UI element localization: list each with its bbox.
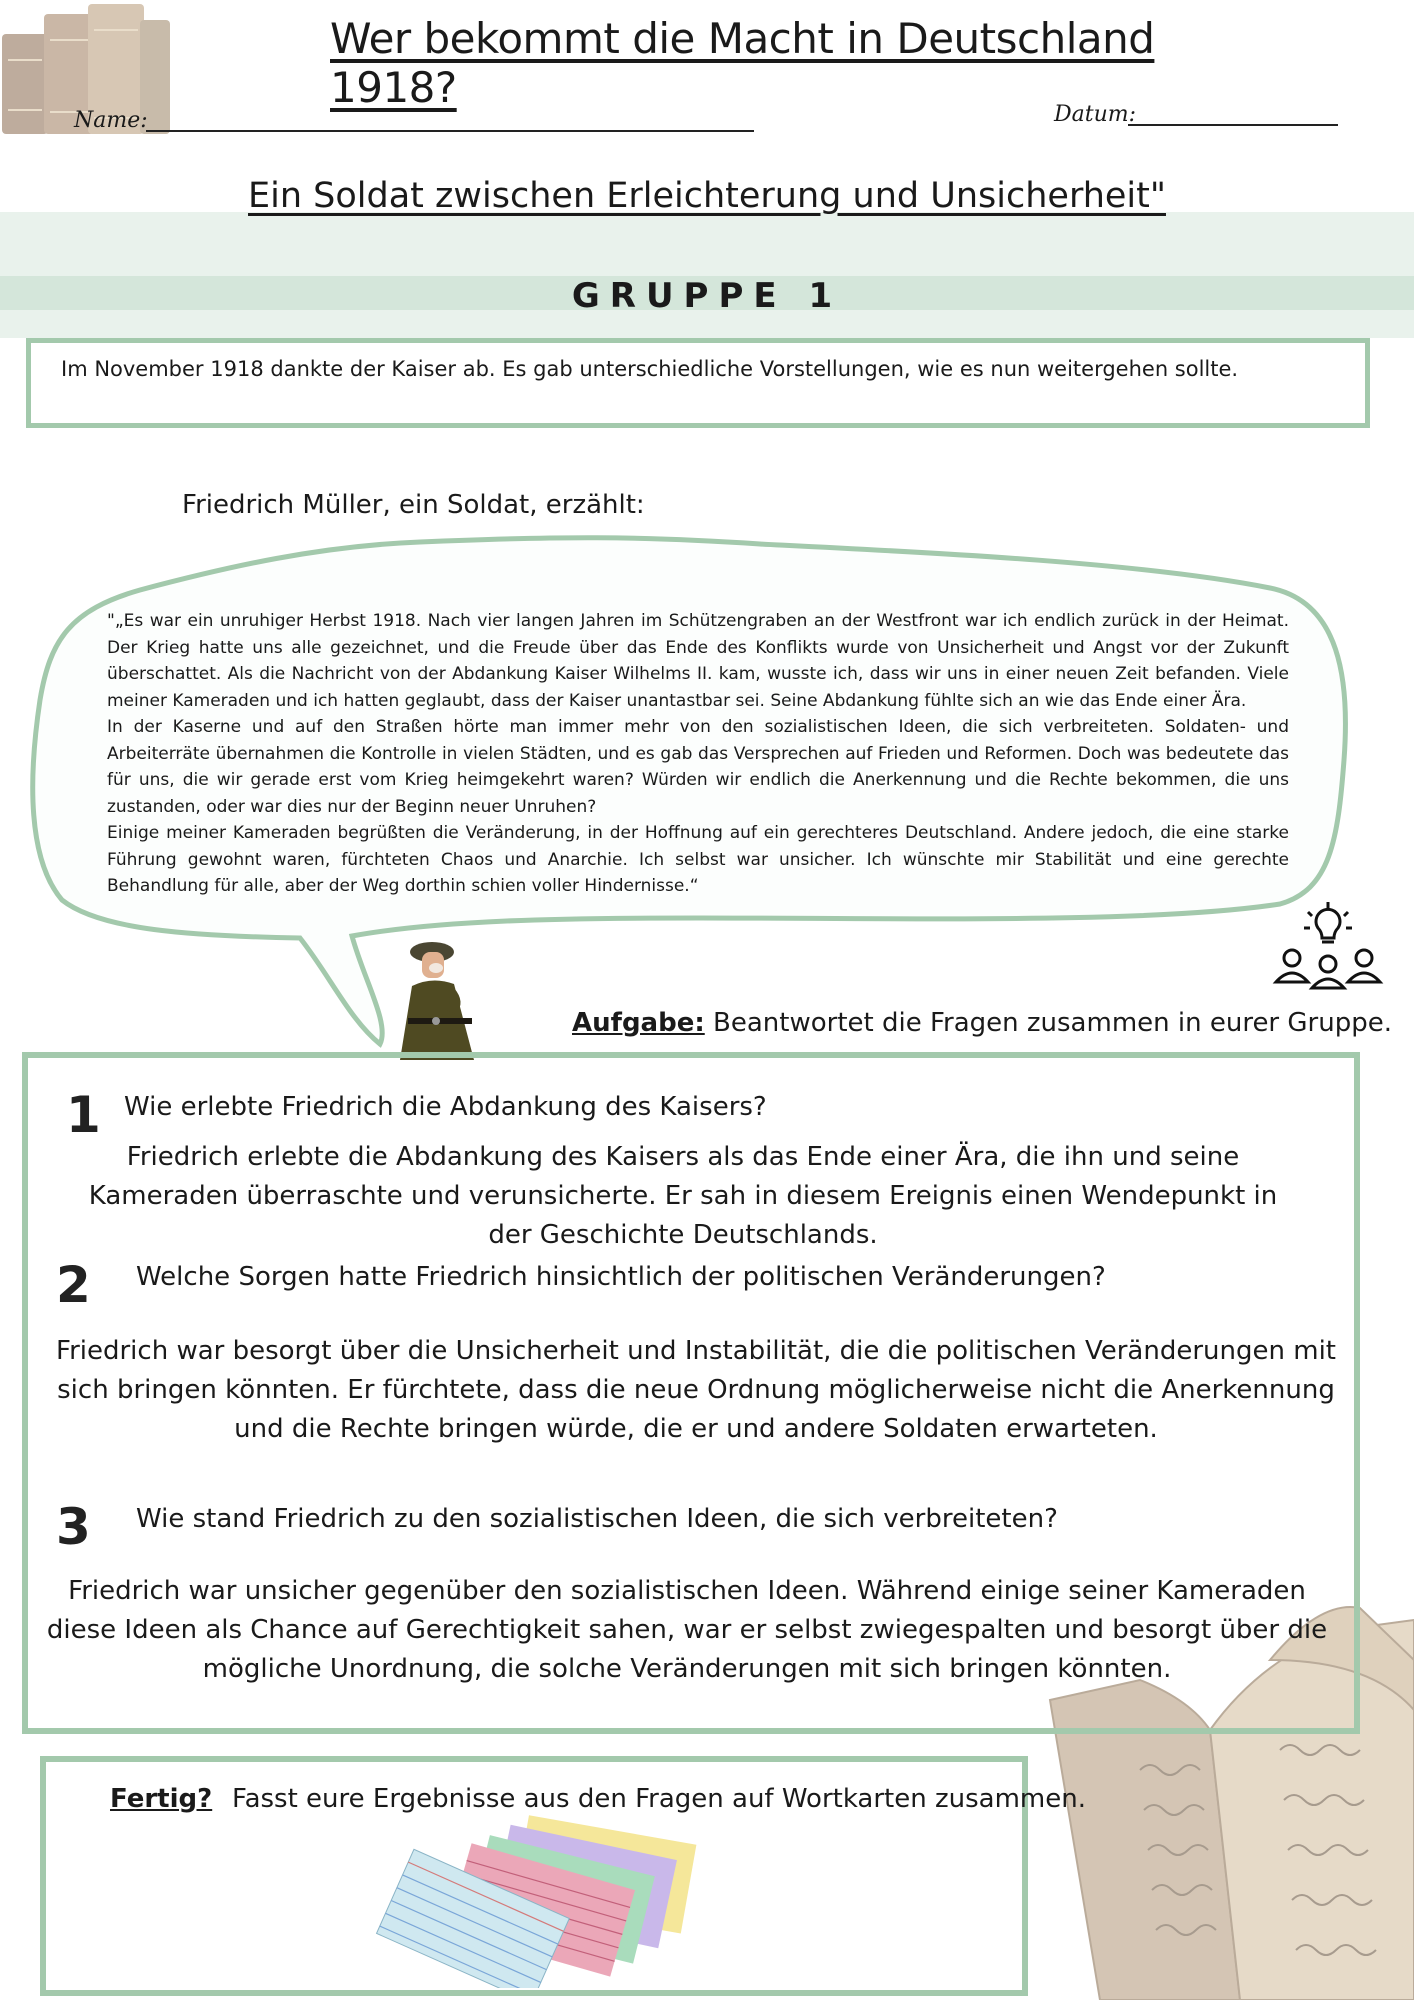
task-text: Beantwortet die Fragen zusammen in eurer Gruppe. <box>713 1008 1392 1038</box>
intro-text: Im November 1918 dankte der Kaiser ab. Es gab unterschiedliche Vorstellungen, wie es nun weitergehen sollte. <box>61 357 1239 381</box>
question-text: Welche Sorgen hatte Friedrich hinsichtlich der politischen Veränderungen? <box>136 1262 1106 1292</box>
questions-box <box>22 1052 1360 1734</box>
worksheet-title: Wer bekommt die Macht in Deutschland 1918? <box>330 14 1155 112</box>
intro-box <box>26 338 1370 428</box>
header-band <box>0 212 1414 338</box>
question-text: Wie erlebte Friedrich die Abdankung des Kaisers? <box>124 1092 767 1122</box>
question-number: 2 <box>56 1256 91 1314</box>
quote-paragraph: In der Kaserne und auf den Straßen hörte man immer mehr von den sozialistischen Ideen, die sich verbreiteten. Soldaten- und Arbeiterräte übernahmen die Kontrolle in vielen Städten, und es gab das Versprechen auf Frieden und Reformen. Doch was bedeutete das für uns, die wir gerade erst vom Krieg heimgekehrt waren? Würden wir endlich die Anerkennung und die Rechte bekommen, die uns zustanden, oder war dies nur der Beginn neuer Unruhen? <box>107 717 1289 817</box>
group-title: GRUPPE 1 <box>571 276 843 316</box>
speaker-intro: Friedrich Müller, ein Soldat, erzählt: <box>182 490 645 520</box>
date-label: Datum: <box>1054 102 1137 127</box>
answer-text[interactable]: Friedrich erlebte die Abdankung des Kaisers als das Ende einer Ära, die ihn und seine Kameraden überraschte und verunsicherte. Er sah in diesem Ereignis einen Wendepunkt in der Geschichte Deutschlands. <box>88 1142 1278 1250</box>
finished-label: Fertig? <box>110 1784 213 1814</box>
name-input-line[interactable] <box>146 130 754 132</box>
soldier-illustration <box>392 938 488 1060</box>
task-label: Aufgabe: <box>572 1008 705 1038</box>
date-input-line[interactable] <box>1128 124 1338 126</box>
question-number: 1 <box>66 1086 101 1144</box>
answer-text[interactable]: Friedrich war unsicher gegenüber den sozialistischen Ideen. Während einige seiner Kameraden diese Ideen als Chance auf Gerechtigkeit sahen, war er selbst zwiegespalten und besorgt über die mögliche Unordnung, die solche Veränderungen mit sich bringen könnten. <box>46 1576 1328 1684</box>
quote-paragraph: "„Es war ein unruhiger Herbst 1918. Nach vier langen Jahren im Schützengraben an der Westfront war ich endlich zurück in der Heimat. Der Krieg hatte uns alle gezeichnet, und die Freude über das Ende des Konflikts wurde von Unsicherheit und Angst vor der Zukunft überschattet. Als die Nachricht von der Abdankung Kaiser Wilhelms II. kam, wusste ich, dass wir uns in einer neuen Zeit befanden. Viele meiner Kameraden und ich hatten geglaubt, dass der Kaiser unantastbar sei. Seine Abdankung fühlte sich an wie das Ende einer Ära. <box>107 611 1289 711</box>
worksheet-subtitle: Ein Soldat zwischen Erleichterung und Unsicherheit" <box>248 176 1166 216</box>
question-text: Wie stand Friedrich zu den sozialistischen Ideen, die sich verbreiteten? <box>136 1504 1058 1534</box>
question-number: 3 <box>56 1498 91 1556</box>
task-instruction <box>572 1008 1392 1038</box>
quote-paragraph: Einige meiner Kameraden begrüßten die Veränderung, in der Hoffnung auf ein gerechteres Deutschland. Andere jedoch, die eine starke Führung gewohnt waren, fürchteten Chaos und Anarchie. Ich selbst war unsicher. Ich wünschte mir Stabilität und eine gerechte Behandlung für alle, aber der Weg dorthin schien voller Hindernisse.“ <box>107 823 1289 896</box>
teamwork-idea-icon <box>1268 900 1388 1000</box>
soldier-quote <box>107 608 1289 900</box>
index-cards-illustration <box>370 1808 700 1988</box>
answer-text[interactable]: Friedrich war besorgt über die Unsicherheit und Instabilität, die die politischen Veränderungen mit sich bringen könnten. Er fürchtete, dass die neue Ordnung möglicherweise nicht die Anerkennung und die Rechte bringen würde, die er und andere Soldaten erwarteten. <box>56 1336 1336 1444</box>
name-label: Name: <box>74 108 148 133</box>
finished-text: Fasst eure Ergebnisse aus den Fragen auf Wortkarten zusammen. <box>232 1784 1086 1814</box>
